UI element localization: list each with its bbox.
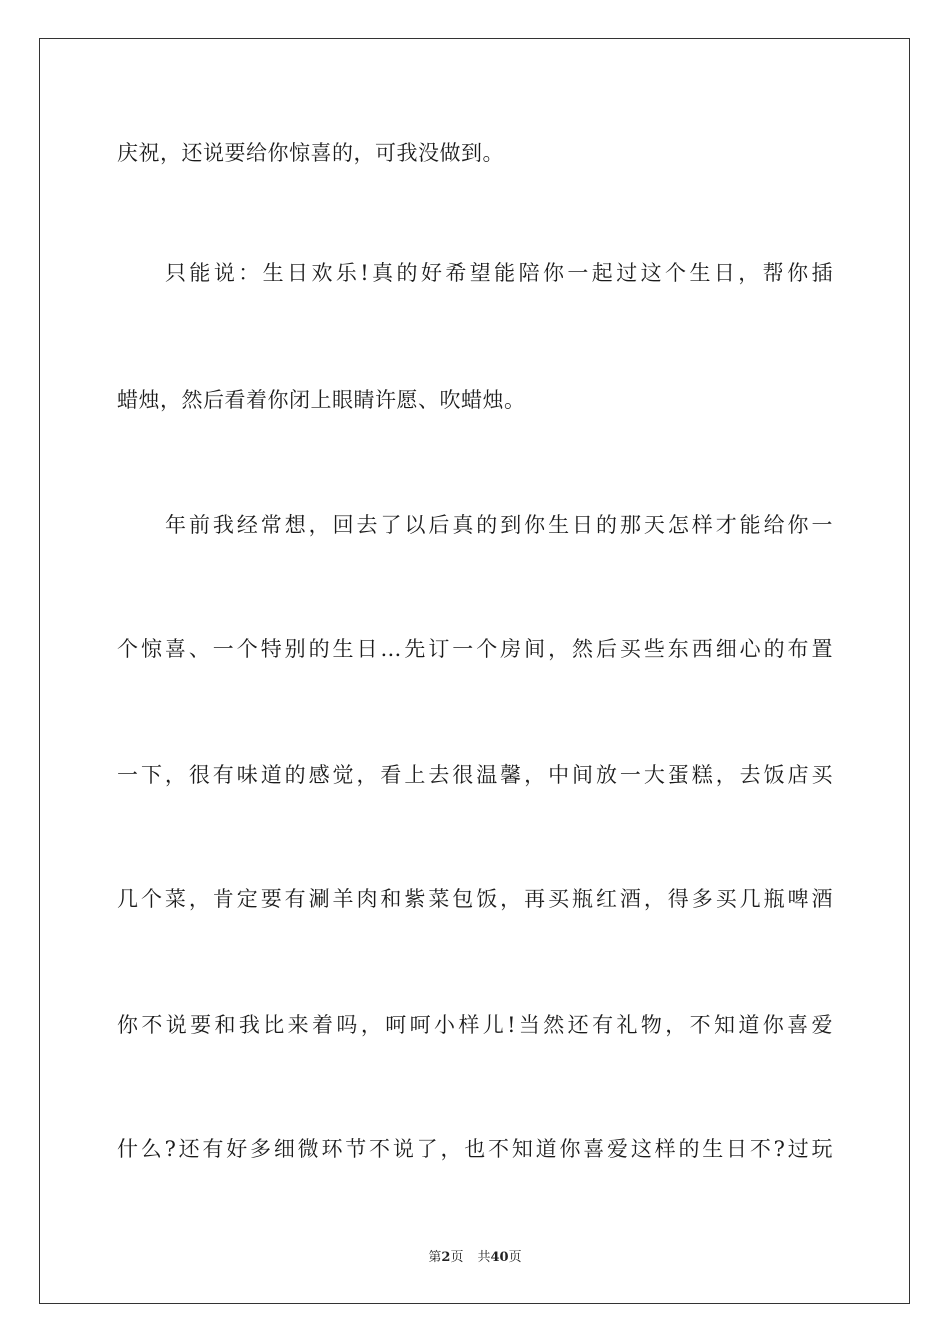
- text-line: 年前我经常想，回去了以后真的到你生日的那天怎样才能给你一: [165, 513, 833, 537]
- page-footer: [0, 1246, 950, 1265]
- text-line: 蜡烛，然后看着你闭上眼睛许愿、吹蜡烛。: [117, 388, 526, 412]
- page-suffix: 页: [450, 1250, 464, 1265]
- text-line: 个惊喜、一个特别的生日…先订一个房间，然后买些东西细心的布置: [117, 637, 833, 661]
- text-line: 庆祝，还说要给你惊喜的，可我没做到。: [117, 141, 504, 165]
- text-line: 你不说要和我比来着吗，呵呵小样儿!当然还有礼物，不知道你喜爱: [117, 1013, 833, 1037]
- text-line: 只能说：生日欢乐!真的好希望能陪你一起过这个生日，帮你插: [165, 261, 833, 285]
- total-suffix: 页: [508, 1250, 522, 1265]
- text-line: 一下，很有味道的感觉，看上去很温馨，中间放一大蛋糕，去饭店买: [117, 763, 833, 787]
- total-pages: 40: [490, 1250, 509, 1265]
- page-prefix: 第: [428, 1250, 442, 1265]
- text-line: 几个菜，肯定要有涮羊肉和紫菜包饭，再买瓶红酒，得多买几瓶啤酒: [117, 887, 833, 911]
- total-prefix: 共: [477, 1250, 491, 1265]
- page-number: 2: [441, 1250, 451, 1265]
- text-line: 什么?还有好多细微环节不说了，也不知道你喜爱这样的生日不?过玩: [117, 1137, 833, 1161]
- page-border: [39, 38, 910, 1304]
